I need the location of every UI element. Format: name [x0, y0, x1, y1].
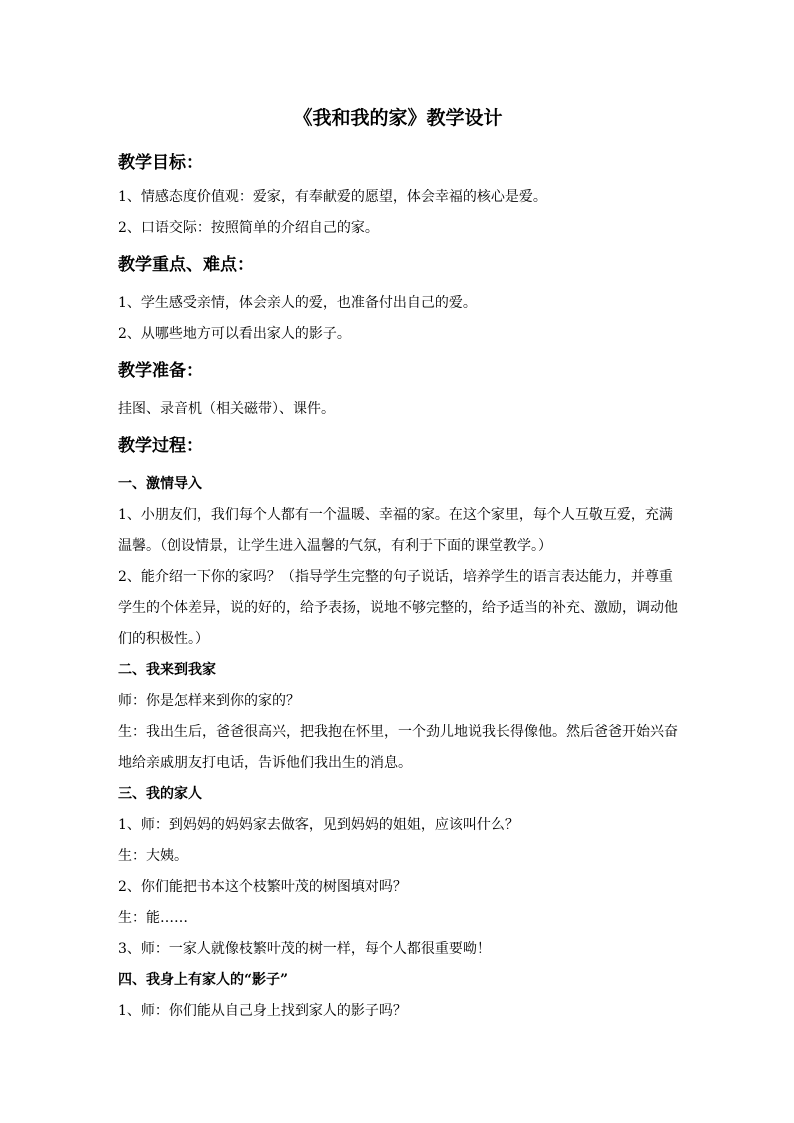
process-step-4-item-1: 1、师：你们能从自己身上找到家人的影子吗？	[118, 1003, 407, 1019]
process-step-3-item-2: 生：大姨。	[118, 848, 188, 864]
process-step-3-item-4: 生：能……	[118, 910, 188, 926]
process-step-1-item-2: 2、能介绍一下你的家吗？（指导学生完整的句子说话，培养学生的语言表达能力，并尊重学生的个体差异，说的好的，给予表扬，说地不够完整的，给予适当的补充、激励，调动他们的积极性。）	[118, 569, 678, 647]
goals-item-2: 2、口语交际：按照简单的介绍自己的家。	[118, 220, 379, 236]
process-step-2-item-2: 生：我出生后，爸爸很高兴，把我抱在怀里，一个劲儿地说我长得像他。然后爸爸开始兴奋地给亲戚朋友打电话，告诉他们我出生的消息。	[118, 724, 678, 771]
process-step-heading-2: 二、我来到我家	[118, 662, 216, 678]
process-step-3-item-5: 3、师：一家人就像枝繁叶茂的树一样，每个人都很重要呦！	[118, 941, 491, 957]
preparation-item: 挂图、录音机（相关磁带）、课件。	[118, 401, 335, 417]
process-step-heading-4: 四、我身上有家人的“影子”	[118, 972, 289, 988]
section-heading-goals: 教学目标：	[118, 153, 203, 173]
section-heading-preparation: 教学准备：	[118, 361, 203, 381]
key-points-item-2: 2、从哪些地方可以看出家人的影子。	[118, 326, 351, 342]
process-step-3-item-3: 2、你们能把书本这个枝繁叶茂的树图填对吗？	[118, 879, 407, 895]
process-step-heading-3: 三、我的家人	[118, 786, 202, 802]
goals-item-1: 1、情感态度价值观：爱家，有奉献爱的愿望，体会幸福的核心是爱。	[118, 189, 547, 205]
document-title: 《我和我的家》教学设计	[293, 107, 503, 129]
process-step-2-item-1: 师：你是怎样来到你的家的？	[118, 693, 300, 709]
key-points-item-1: 1、学生感受亲情，体会亲人的爱，也准备付出自己的爱。	[118, 295, 477, 311]
process-step-heading-1: 一、激情导入	[118, 476, 202, 492]
document-page	[118, 102, 678, 1027]
section-heading-process: 教学过程：	[118, 436, 203, 456]
process-step-3-item-1: 1、师：到妈妈的妈妈家去做客，见到妈妈的姐姐，应该叫什么？	[118, 817, 519, 833]
process-step-1-item-1: 1、小朋友们，我们每个人都有一个温暖、幸福的家。在这个家里，每个人互敬互爱，充满温馨。（创设情景，让学生进入温馨的气氛，有利于下面的课堂教学。）	[118, 507, 673, 554]
section-heading-key-points: 教学重点、难点：	[118, 255, 254, 275]
